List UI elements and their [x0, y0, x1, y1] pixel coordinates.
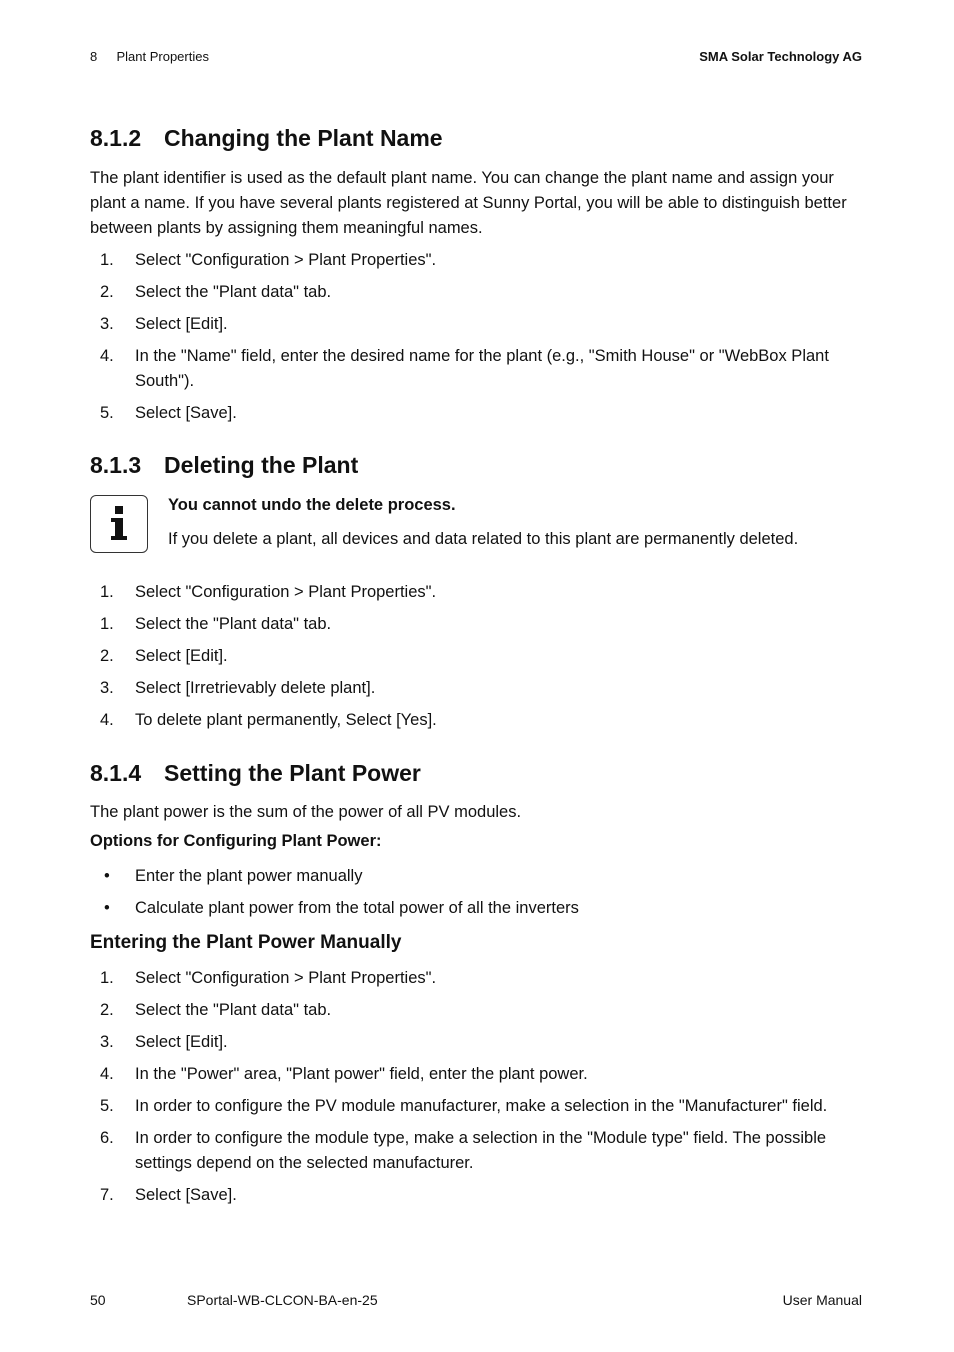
- list-item-text: Select [Save].: [135, 404, 237, 422]
- heading-title: Setting the Plant Power: [164, 760, 421, 786]
- header-section-title: Plant Properties: [116, 49, 209, 64]
- list-marker: •: [104, 899, 110, 917]
- header-section-number: 8: [90, 49, 98, 64]
- list-marker: 2.: [100, 1001, 114, 1019]
- list-marker: 3.: [100, 315, 114, 333]
- list-marker: 1.: [100, 251, 114, 269]
- list-marker: 1.: [100, 969, 114, 987]
- note-title: You cannot undo the delete process.: [168, 496, 456, 514]
- step-item: [90, 344, 865, 394]
- step-item: [90, 966, 865, 991]
- step-item: [90, 612, 865, 637]
- footer-document-id: SPortal-WB-CLCON-BA-en-25: [187, 1292, 378, 1308]
- list-marker: 5.: [100, 404, 114, 422]
- steps-list: [90, 248, 865, 433]
- step-item: [90, 312, 865, 337]
- list-marker: 2.: [100, 283, 114, 301]
- step-item: [90, 401, 865, 426]
- list-item-text: Calculate plant power from the total power of all the inverters: [135, 899, 579, 917]
- step-item: [90, 580, 865, 605]
- heading-8-1-3: [90, 452, 358, 479]
- list-item-text: Select the "Plant data" tab.: [135, 283, 332, 301]
- step-item: [90, 644, 865, 669]
- list-item-text: In the "Name" field, enter the desired name for the plant (e.g., "Smith House" or "WebBox Plant South").: [135, 347, 829, 390]
- step-item: [90, 676, 865, 701]
- heading-number: 8.1.2: [90, 125, 142, 151]
- step-item: [90, 248, 865, 273]
- list-item-text: In order to configure the module type, make a selection in the "Module type" field. The possible settings depend on the selected manufacturer.: [135, 1129, 827, 1172]
- list-marker: 1.: [100, 583, 114, 601]
- list-marker: 6.: [100, 1129, 114, 1147]
- note-text: If you delete a plant, all devices and data related to this plant are permanently deleted.: [168, 530, 799, 548]
- bullet-item: [90, 896, 865, 921]
- bullet-item: [90, 864, 865, 889]
- step-item: [90, 708, 865, 733]
- running-header: [90, 49, 209, 64]
- list-item-text: Select the "Plant data" tab.: [135, 1001, 332, 1019]
- list-marker: 1.: [100, 615, 114, 633]
- list-marker: 4.: [100, 711, 114, 729]
- list-marker: 5.: [100, 1097, 114, 1115]
- list-item-text: Select [Save].: [135, 1186, 237, 1204]
- header-company: SMA Solar Technology AG: [699, 49, 862, 64]
- step-item: [90, 1183, 865, 1208]
- heading-number: 8.1.3: [90, 452, 142, 478]
- step-item: [90, 1062, 865, 1087]
- list-item-text: Select [Edit].: [135, 315, 228, 333]
- step-item: [90, 1126, 865, 1176]
- step-item: [90, 1094, 865, 1119]
- list-marker: •: [104, 867, 110, 885]
- intro-paragraph: The plant power is the sum of the power of all PV modules.: [90, 803, 522, 821]
- list-item-text: In order to configure the PV module manufacturer, make a selection in the "Manufacturer" field.: [135, 1097, 828, 1115]
- heading-8-1-2: [90, 125, 443, 152]
- heading-title: Changing the Plant Name: [164, 125, 443, 151]
- info-icon: [90, 495, 148, 553]
- footer-page-number: 50: [90, 1292, 106, 1308]
- list-marker: 3.: [100, 679, 114, 697]
- steps-list: [90, 966, 865, 1215]
- step-item: [90, 1030, 865, 1055]
- list-item-text: Select "Configuration > Plant Properties".: [135, 969, 437, 987]
- heading-title: Deleting the Plant: [164, 452, 359, 478]
- options-list: [90, 864, 865, 928]
- options-heading: Options for Configuring Plant Power:: [90, 832, 382, 850]
- step-item: [90, 280, 865, 305]
- list-item-text: Select [Irretrievably delete plant].: [135, 679, 376, 697]
- intro-paragraph: The plant identifier is used as the default plant name. You can change the plant name and assign your plant a name. If you have several plants registered at Sunny Portal, you will be able to distinguish better between plants by assigning them meaningful names.: [90, 169, 847, 237]
- list-marker: 4.: [100, 347, 114, 365]
- list-item-text: Select "Configuration > Plant Properties".: [135, 583, 437, 601]
- heading-8-1-4: [90, 760, 421, 787]
- list-marker: 7.: [100, 1186, 114, 1204]
- list-item-text: To delete plant permanently, Select [Yes].: [135, 711, 437, 729]
- list-item-text: Select the "Plant data" tab.: [135, 615, 332, 633]
- list-item-text: Select "Configuration > Plant Properties".: [135, 251, 437, 269]
- list-item-text: Select [Edit].: [135, 647, 228, 665]
- list-item-text: Select [Edit].: [135, 1033, 228, 1051]
- steps-list: [90, 580, 865, 740]
- step-item: [90, 998, 865, 1023]
- heading-number: 8.1.4: [90, 760, 142, 786]
- list-marker: 3.: [100, 1033, 114, 1051]
- list-item-text: In the "Power" area, "Plant power" field, enter the plant power.: [135, 1065, 588, 1083]
- manual-heading: Entering the Plant Power Manually: [90, 932, 402, 953]
- footer-document-type: User Manual: [782, 1292, 862, 1308]
- list-marker: 4.: [100, 1065, 114, 1083]
- list-marker: 2.: [100, 647, 114, 665]
- list-item-text: Enter the plant power manually: [135, 867, 363, 885]
